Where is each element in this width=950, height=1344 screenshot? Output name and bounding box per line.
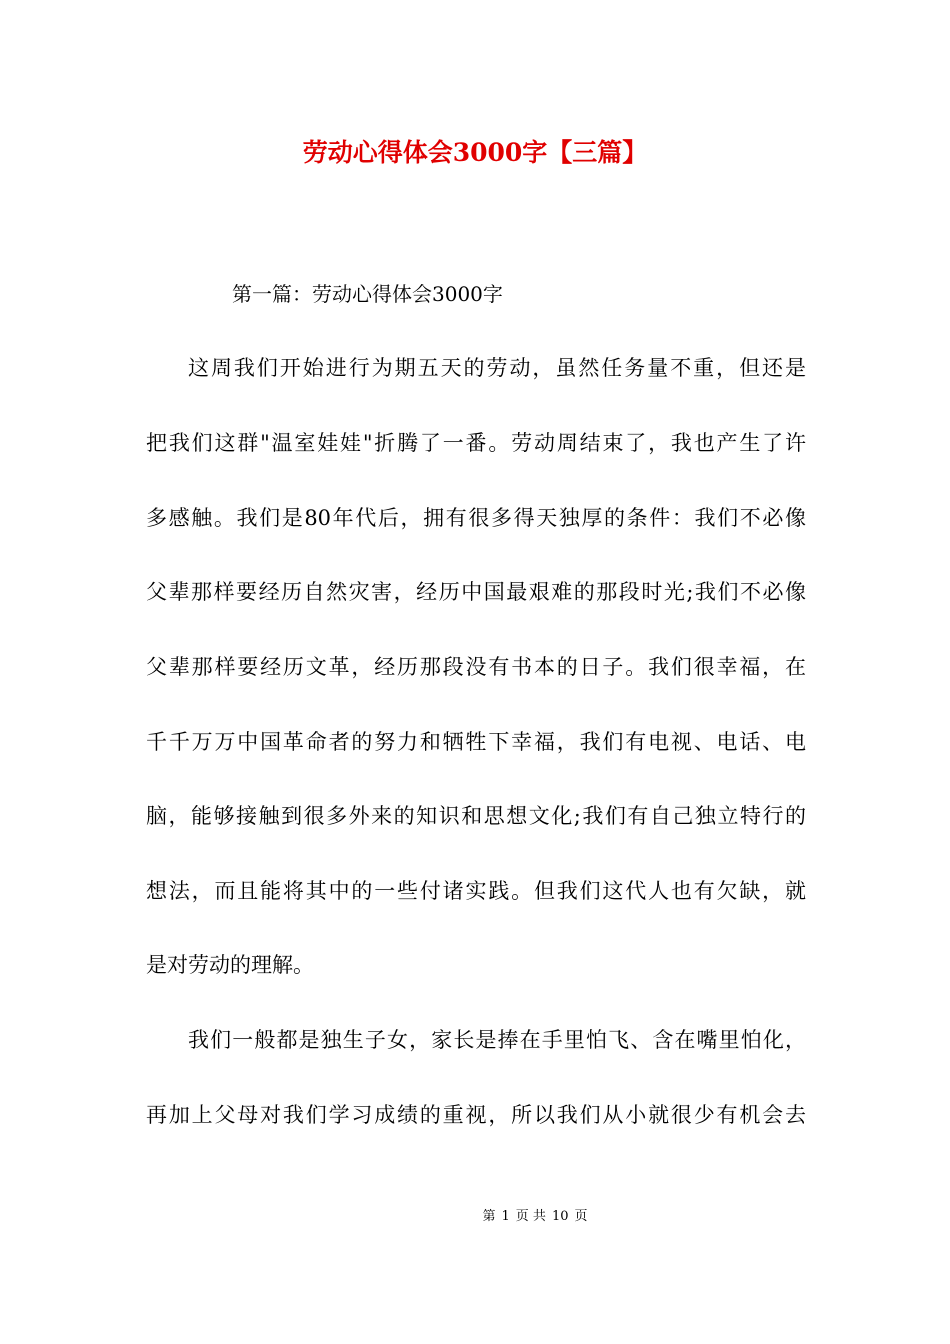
section-heading: 第一篇：劳动心得体会3000字 [232, 282, 503, 306]
body-line: 千千万万中国革命者的努力和牺牲下幸福，我们有电视、电话、电 [146, 730, 806, 754]
page-footer [0, 1208, 950, 1226]
footer-middle: 页 共 [515, 1209, 546, 1224]
body-line: 我们一般都是独生子女，家长是捧在手里怕飞、含在嘴里怕化， [188, 1028, 806, 1052]
footer-suffix: 页 [574, 1209, 588, 1224]
body-line: 脑，能够接触到很多外来的知识和思想文化;我们有自己独立特行的 [146, 804, 806, 828]
body-line: 把我们这群"温室娃娃"折腾了一番。劳动周结束了，我也产生了许 [146, 431, 806, 455]
document-title: 劳动心得体会3000字【三篇】 [302, 138, 648, 167]
body-line: 是对劳动的理解。 [146, 953, 314, 977]
footer-prefix: 第 [482, 1209, 496, 1224]
footer-total-pages: 10 [551, 1209, 569, 1224]
body-line: 想法，而且能将其中的一些付诸实践。但我们这代人也有欠缺，就 [146, 879, 806, 903]
body-line: 这周我们开始进行为期五天的劳动，虽然任务量不重，但还是 [188, 356, 806, 380]
body-line: 父辈那样要经历文革，经历那段没有书本的日子。我们很幸福，在 [146, 655, 806, 679]
body-line: 父辈那样要经历自然灾害，经历中国最艰难的那段时光;我们不必像 [146, 580, 806, 604]
body-line: 多感触。我们是80年代后，拥有很多得天独厚的条件：我们不必像 [146, 506, 806, 530]
body-line: 再加上父母对我们学习成绩的重视，所以我们从小就很少有机会去 [146, 1103, 806, 1127]
footer-page-number: 1 [501, 1209, 510, 1224]
